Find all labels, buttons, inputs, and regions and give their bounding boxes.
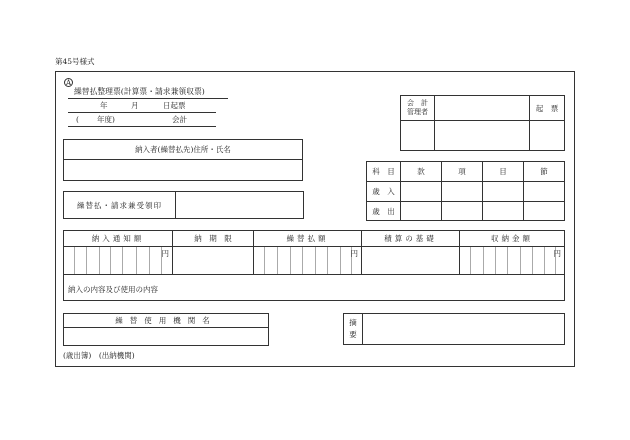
remarks-input[interactable] <box>363 314 565 345</box>
payer-table <box>63 139 303 181</box>
amount-table <box>63 230 565 301</box>
revenue-setsu[interactable] <box>524 182 565 202</box>
header-calc-basis: 積算の基礎 <box>362 231 460 247</box>
budget-header-subject: 科 目 <box>367 162 401 182</box>
expenditure-setsu[interactable] <box>524 202 565 221</box>
fiscal-account: 会計 <box>172 115 187 124</box>
officer-seal-box[interactable] <box>435 96 530 121</box>
payer-label: 納入者(繰替払先)住所・氏名 <box>64 140 303 160</box>
due-date-input[interactable] <box>173 247 254 275</box>
date-day: 日起票 <box>163 101 186 110</box>
expenditure-kou[interactable] <box>442 202 483 221</box>
officer-empty-box[interactable] <box>435 121 530 151</box>
draft-seal-box[interactable] <box>530 121 565 151</box>
payer-input[interactable] <box>64 160 303 181</box>
title-underline <box>68 98 228 99</box>
budget-header-setsu: 節 <box>524 162 565 182</box>
revenue-moku[interactable] <box>483 182 524 202</box>
expenditure-label: 歳 出 <box>367 202 401 221</box>
remarks-label: 摘 要 <box>344 314 363 345</box>
draft-label: 起 票 <box>530 96 565 121</box>
revenue-label: 歳 入 <box>367 182 401 202</box>
seal-label: 繰替払・請求兼受領印 <box>64 192 176 219</box>
yen-unit: 円 <box>553 249 561 258</box>
seal-box[interactable] <box>176 192 304 219</box>
date-month: 月 <box>131 101 139 110</box>
content-label: 納入の内容及び使用の内容 <box>64 275 565 301</box>
seal-table <box>63 191 304 219</box>
budget-table <box>366 161 565 221</box>
header-received-amount: 収納金額 <box>460 231 565 247</box>
fiscal-underline <box>68 126 216 127</box>
footer-note: (歳出簿) (出納機関) <box>63 351 135 360</box>
yen-unit: 円 <box>161 249 169 258</box>
revenue-kan[interactable] <box>401 182 442 202</box>
agency-input[interactable] <box>64 328 269 346</box>
agency-table <box>63 313 269 346</box>
expenditure-kan[interactable] <box>401 202 442 221</box>
agency-label: 繰替使用機関名 <box>64 314 269 328</box>
officer-line2: 管理者 <box>407 108 428 116</box>
officer-line1: 会 計 <box>407 99 428 108</box>
remarks-table <box>343 313 565 345</box>
form-number: 第45号様式 <box>55 57 95 66</box>
header-advance-amount: 繰替払額 <box>254 231 362 247</box>
budget-header-kan: 款 <box>401 162 442 182</box>
received-amount-input[interactable] <box>460 247 565 275</box>
budget-header-moku: 目 <box>483 162 524 182</box>
advance-amount-input[interactable] <box>254 247 362 275</box>
fiscal-year: 年度) <box>97 115 115 124</box>
budget-header-kou: 項 <box>442 162 483 182</box>
circled-mark: A <box>65 79 72 87</box>
officer-cell <box>401 96 435 121</box>
calc-basis-input[interactable] <box>362 247 460 275</box>
notice-amount-input[interactable] <box>64 247 173 275</box>
date-year: 年 <box>100 101 108 110</box>
header-notice-amount: 納入通知額 <box>64 231 173 247</box>
revenue-kou[interactable] <box>442 182 483 202</box>
approval-table <box>400 95 565 151</box>
officer-empty-box[interactable] <box>401 121 435 151</box>
header-due-date: 納 期 限 <box>173 231 254 247</box>
date-underline <box>68 112 216 113</box>
form-title: 繰替払整理票(計算票・請求兼領収票) <box>74 87 205 96</box>
fiscal-open: ( <box>76 115 79 124</box>
expenditure-moku[interactable] <box>483 202 524 221</box>
yen-unit: 円 <box>350 249 358 258</box>
